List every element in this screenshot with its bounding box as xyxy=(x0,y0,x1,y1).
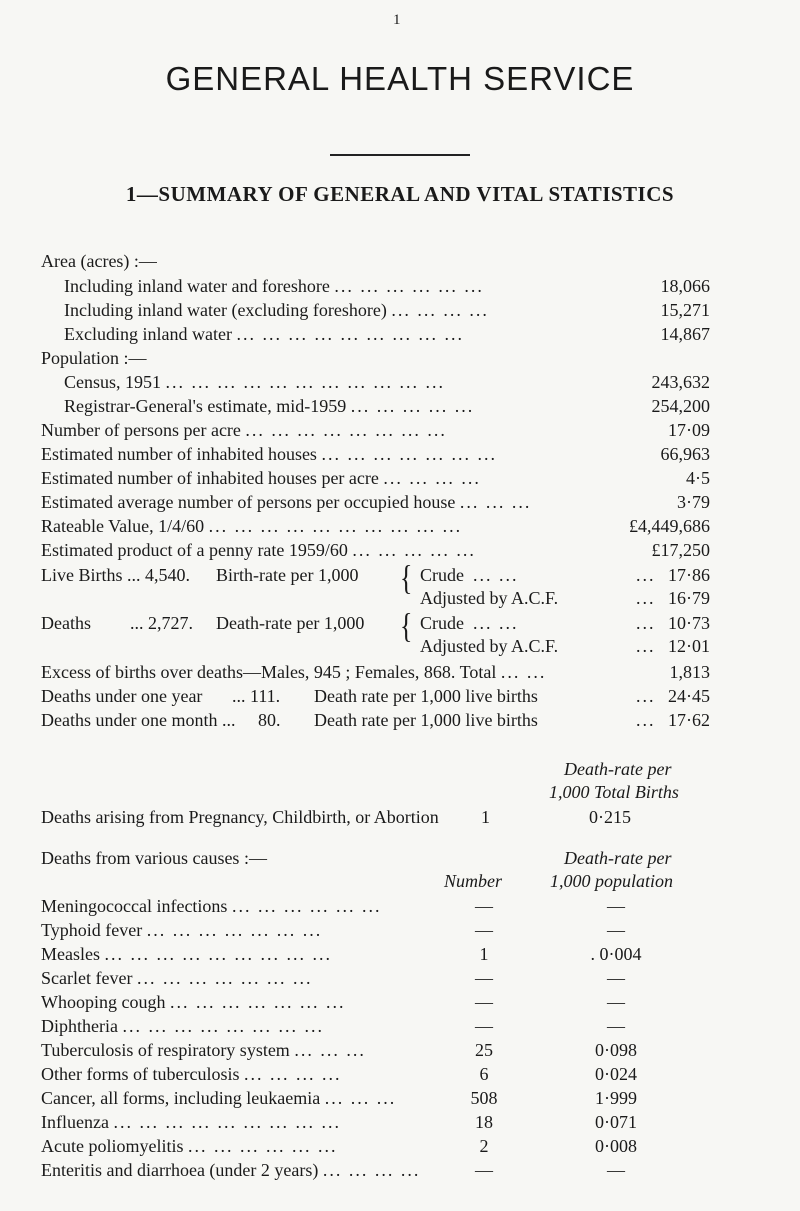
cause-label: Measles ... ... ... ... ... ... ... ... ... xyxy=(41,944,332,964)
stat-label: Estimated product of a penny rate 1959/60 ... ... ... ... ... xyxy=(41,540,476,560)
leader-dots: ... xyxy=(636,588,656,608)
birth-rate-label: Birth-rate per 1,000 xyxy=(216,565,359,585)
population-label: Population :— xyxy=(41,348,147,368)
deaths-label: Deaths xyxy=(41,613,91,633)
cause-death-rate: 0·008 xyxy=(595,1136,637,1156)
deaths-count: ... 2,727. xyxy=(130,613,193,633)
maternal-deaths-label: Deaths arising from Pregnancy, Childbirth, or Abortion xyxy=(41,807,439,827)
birth-rate-adjusted-value: 16·79 xyxy=(668,588,710,608)
cause-number: 508 xyxy=(470,1088,498,1108)
stat-value: 14,867 xyxy=(660,324,710,344)
stat-label: Estimated number of inhabited houses per acre ... ... ... ... xyxy=(41,468,481,488)
cause-death-rate: — xyxy=(607,1016,625,1036)
rate-column-head: 1,000 population xyxy=(550,871,674,891)
cause-number: 18 xyxy=(475,1112,493,1132)
leader-dots: ... xyxy=(636,613,656,633)
stat-value: 18,066 xyxy=(660,276,710,296)
brace-icon: { xyxy=(400,558,413,598)
stat-value: 3·79 xyxy=(677,492,710,512)
section-title: 1—SUMMARY OF GENERAL AND VITAL STATISTICS xyxy=(125,182,675,206)
cause-death-rate: — xyxy=(607,920,625,940)
leader-dots: ... xyxy=(636,710,656,730)
leader-dots: ... xyxy=(636,636,656,656)
leader-dots: ... xyxy=(636,565,656,585)
stat-value: 15,271 xyxy=(660,300,710,320)
stat-label: Excluding inland water ... ... ... ... ... ... ... ... ... xyxy=(64,324,464,344)
excess-births-value: 1,813 xyxy=(669,662,710,682)
death-rate-adjusted-value: 12·01 xyxy=(668,636,710,656)
stat-value: 4·5 xyxy=(686,468,710,488)
stat-value: 254,200 xyxy=(651,396,710,416)
causes-label: Deaths from various causes :— xyxy=(41,848,267,868)
infant-death-rate-label: Death rate per 1,000 live births xyxy=(314,686,538,706)
stat-label: Rateable Value, 1/4/60 ... ... ... ... ... ... ... ... ... ... xyxy=(41,516,463,536)
stat-label: Estimated number of inhabited houses ... ... ... ... ... ... ... xyxy=(41,444,497,464)
stat-value: 66,963 xyxy=(660,444,710,464)
cause-death-rate: — xyxy=(607,1160,625,1180)
cause-number: — xyxy=(475,1016,493,1036)
cause-death-rate: 0·071 xyxy=(595,1112,637,1132)
infant-deaths-label: Deaths under one year xyxy=(41,686,203,706)
stat-label: Number of persons per acre ... ... ... ... ... ... ... ... xyxy=(41,420,447,440)
adjusted-label: Adjusted by A.C.F. xyxy=(420,636,559,656)
birth-rate-crude-value: 17·86 xyxy=(668,565,710,585)
live-births-label: Live Births ... 4,540. xyxy=(41,565,190,585)
stat-label: Census, 1951 ... ... ... ... ... ... ... ... ... ... ... xyxy=(64,372,446,392)
cause-label: Tuberculosis of respiratory system ... ... ... xyxy=(41,1040,366,1060)
stat-value: £17,250 xyxy=(651,540,710,560)
cause-number: — xyxy=(475,992,493,1012)
cause-label: Influenza ... ... ... ... ... ... ... ... ... xyxy=(41,1112,341,1132)
number-column-head: Number xyxy=(444,871,502,891)
neonatal-deaths-label: Deaths under one month ... xyxy=(41,710,236,730)
neonatal-death-rate-label: Death rate per 1,000 live births xyxy=(314,710,538,730)
neonatal-death-rate-value: 17·62 xyxy=(668,710,710,730)
cause-label: Whooping cough ... ... ... ... ... ... ... xyxy=(41,992,346,1012)
page-number: 1 xyxy=(393,12,401,28)
cause-death-rate: — xyxy=(607,968,625,988)
cause-death-rate: — xyxy=(607,992,625,1012)
maternal-rate-head: 1,000 Total Births xyxy=(549,782,679,802)
cause-label: Scarlet fever ... ... ... ... ... ... ... xyxy=(41,968,313,988)
cause-number: — xyxy=(475,968,493,988)
cause-death-rate: — xyxy=(607,896,625,916)
crude-label: Crude ... ... xyxy=(420,565,519,585)
rate-column-head: Death-rate per xyxy=(564,848,672,868)
cause-death-rate: 0·024 xyxy=(595,1064,637,1084)
cause-number: 25 xyxy=(475,1040,493,1060)
death-rate-label: Death-rate per 1,000 xyxy=(216,613,365,633)
cause-number: — xyxy=(475,920,493,940)
cause-number: — xyxy=(475,896,493,916)
leader-dots: ... xyxy=(636,686,656,706)
stat-value: 243,632 xyxy=(651,372,710,392)
stat-value: 17·09 xyxy=(668,420,710,440)
cause-label: Typhoid fever ... ... ... ... ... ... ... xyxy=(41,920,323,940)
cause-death-rate: . 0·004 xyxy=(590,944,642,964)
neonatal-deaths-count: 80. xyxy=(258,710,281,730)
stat-label: Estimated average number of persons per occupied house ... ... ... xyxy=(41,492,532,512)
title-rule xyxy=(330,154,470,156)
cause-label: Other forms of tuberculosis ... ... ... ... xyxy=(41,1064,342,1084)
cause-number: 2 xyxy=(479,1136,489,1156)
infant-death-rate-value: 24·45 xyxy=(668,686,710,706)
maternal-deaths-number: 1 xyxy=(481,807,490,827)
maternal-death-rate: 0·215 xyxy=(589,807,631,827)
cause-label: Enteritis and diarrhoea (under 2 years) ... ... ... ... xyxy=(41,1160,421,1180)
cause-label: Acute poliomyelitis ... ... ... ... ... ... xyxy=(41,1136,338,1156)
infant-deaths-count: ... 111. xyxy=(232,686,281,706)
brace-icon: { xyxy=(400,606,413,646)
death-rate-crude-value: 10·73 xyxy=(668,613,710,633)
stat-value: £4,449,686 xyxy=(629,516,710,536)
crude-label: Crude ... ... xyxy=(420,613,519,633)
maternal-rate-head: Death-rate per xyxy=(564,759,672,779)
cause-number: 1 xyxy=(479,944,489,964)
cause-death-rate: 1·999 xyxy=(595,1088,637,1108)
cause-label: Diphtheria ... ... ... ... ... ... ... ... xyxy=(41,1016,324,1036)
stat-label: Including inland water (excluding foreshore) ... ... ... ... xyxy=(64,300,489,320)
cause-label: Cancer, all forms, including leukaemia ... ... ... xyxy=(41,1088,397,1108)
cause-number: — xyxy=(475,1160,493,1180)
cause-number: 6 xyxy=(479,1064,489,1084)
area-label: Area (acres) :— xyxy=(41,251,157,271)
stat-label: Including inland water and foreshore ... ... ... ... ... ... xyxy=(64,276,484,296)
adjusted-label: Adjusted by A.C.F. xyxy=(420,588,559,608)
cause-label: Meningococcal infections ... ... ... ... ... ... xyxy=(41,896,382,916)
page-title: GENERAL HEALTH SERVICE xyxy=(165,60,635,97)
cause-death-rate: 0·098 xyxy=(595,1040,637,1060)
stat-label: Registrar-General's estimate, mid-1959 ... ... ... ... ... xyxy=(64,396,475,416)
excess-births-label: Excess of births over deaths—Males, 945 ; Females, 868. Total ... ... xyxy=(41,662,547,682)
